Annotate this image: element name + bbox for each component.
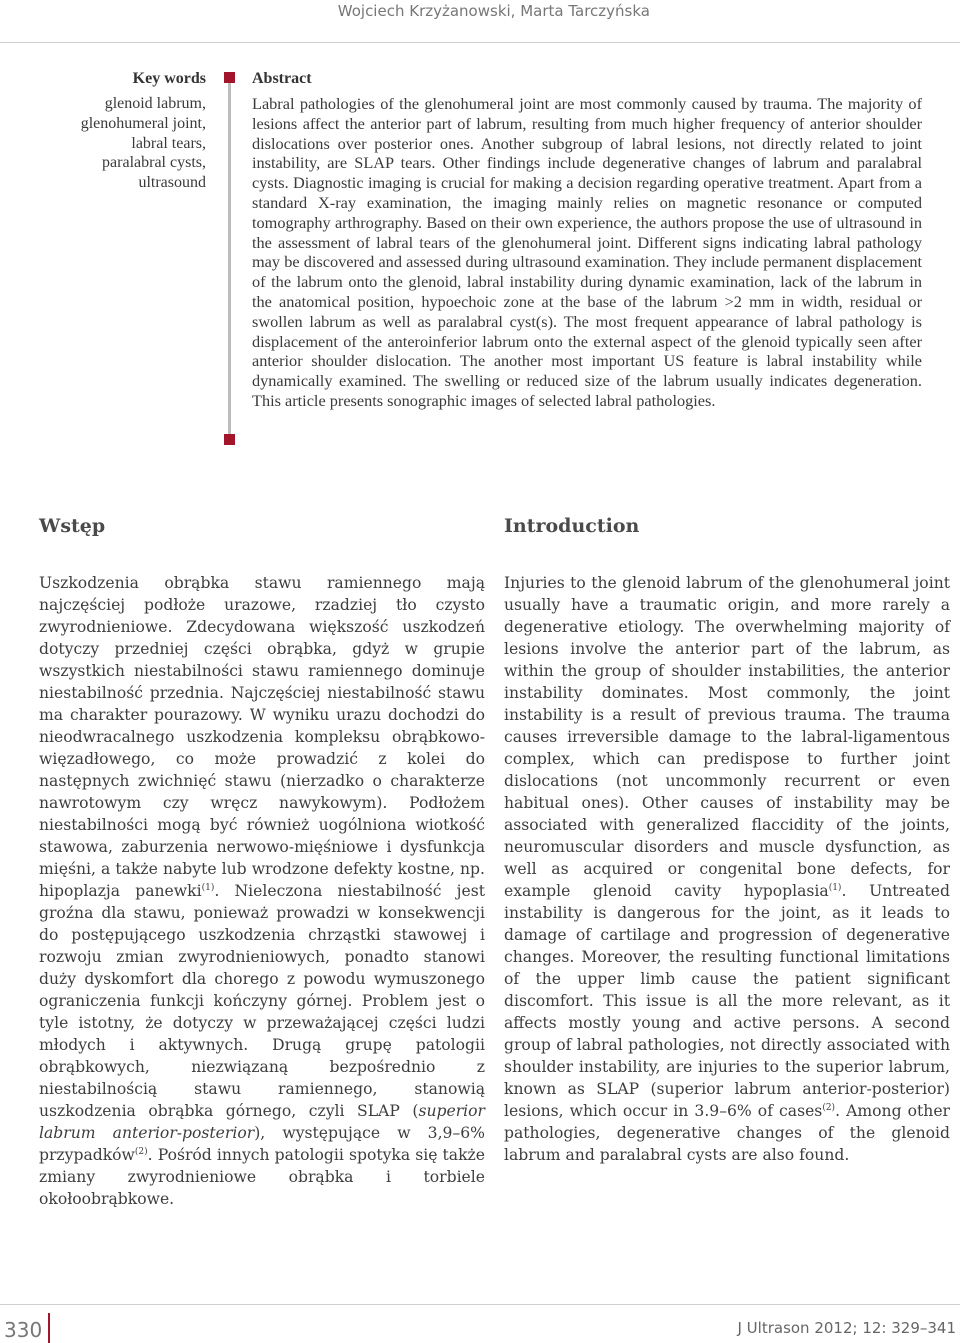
introduction-paragraph: Injuries to the glenoid labrum of the glenohumeral joint usually have a traumatic origin, and more rarely a degenerative etiology. The overwhelming majority of lesions involve the anterior part of the labrum, as within the group of shoulder instabilities, the anterior instability dominates. Most commonly, the joint instability is a result of previous trauma. The trauma causes irreversible damage to the labral-ligamentous complex, which can predispose to further joint dislocations (not uncommonly recurrent or even habitual ones). Other causes of instability may be associated with generalized flaccidity of the joints, neuromuscular disorders and muscle dysfunction, as well as acquired or congenital bone defects, for example glenoid cavity hypoplasia$^{(1)}$. Untreated instability is dangerous for the joint, as it leads to damage of cartilage and progression of degenerative changes. Moreover, the resulting functional limitations of the upper limb cause the patient significant discomfort. This issue is all the more relevant, as it affects mostly young and active persons. A second group of labral pathologies, not directly associated with shoulder instability, are injuries to the superior labrum, known as SLAP (superior labrum anterior-posterior) lesions, which occur in 3.9–6% of cases$^{(2)}$. Among other pathologies, degenerative changes of the glenoid labrum and paralabral cysts are also found. xyxy=(504,574,951,1164)
abstract-heading: Abstract xyxy=(252,70,312,87)
accent-square-bottom xyxy=(224,434,235,445)
footer-divider xyxy=(0,1304,960,1305)
abstract-side-rule xyxy=(228,72,231,444)
polish-column xyxy=(39,514,485,1210)
running-header-authors: Wojciech Krzyżanowski, Marta Tarczyńska xyxy=(337,2,650,20)
journal-reference: J Ultrason 2012; 12: 329–341 xyxy=(737,1319,956,1337)
citation-ref: (2) xyxy=(134,1146,148,1157)
section-heading-wstep: Wstęp xyxy=(39,515,106,537)
citation-ref: (2) xyxy=(822,1102,836,1113)
keyword-item: glenohumeral joint, xyxy=(80,114,206,132)
citation-ref: (1) xyxy=(828,882,842,893)
page-number: 330 xyxy=(4,1318,43,1342)
keyword-item: ultrasound xyxy=(138,174,206,192)
header-divider xyxy=(0,42,960,43)
keyword-item: labral tears, xyxy=(131,134,206,152)
page-number-accent-bar xyxy=(48,1313,50,1343)
keyword-item: glenoid labrum, xyxy=(104,95,206,112)
section-heading-introduction: Introduction xyxy=(504,515,640,537)
keyword-item: paralabral cysts, xyxy=(102,154,206,172)
citation-ref: (1) xyxy=(201,882,215,893)
abstract-text: Labral pathologies of the glenohumeral joint are most commonly caused by trauma. The majority of lesions affect the anterior part of labrum, resulting from much higher frequency of anterior shoulder dislocations over posterior ones. Another subgroup of labral lesions, not directly related to joint instability, are SLAP tears. Other findings include degenerative changes of labrum and paralabral cysts. Diagnostic imaging is crucial for making a decision regarding operative treatment. Apart from a standard X-ray examination, the imaging mainly relies on magnetic resonance or computed tomography arthrography. Based on their own experience, the authors propose the use of ultrasound in the assessment of labral tears of the glenohumeral joint. Different signs indicating labral pathology may be discovered and assessed during ultrasound examination. They include permanent displacement of the labrum onto the glenoid, labral instability during dynamic examination, lack of the labrum in the anatomical position, hypoechoic zone at the base of the labrum >2 mm in width, residual or swollen labrum as well as paralabral cyst(s). The most frequent appearance of labral pathology is displacement of the anteroinferior labrum onto the external aspect of the glenoid typically seen after anterior shoulder dislocation. The another most important US feature is labral instability while dynamically examined. The swelling or reduced size of the labrum usually indicates degeneration. This article presents sonographic images of selected labral pathologies. xyxy=(252,94,922,410)
keywords-list xyxy=(30,94,206,193)
wstep-paragraph: Uszkodzenia obrąbka stawu ramiennego mają najczęściej podłoże urazowe, rzadziej tło czysto zwyrodnieniowe. Zdecydowana większość uszkodzeń dotyczy przedniej części obrąbka, gdyż w grupie wszystkich niestabilności stawu ramiennego dominuje niestabilność przednia. Najczęściej niestabilność stawu ma charakter pourazowy. W wyniku urazu dochodzi do nieodwracalnego uszkodzenia kompleksu obrąbkowo-więzadłowego, co może prowadzić z kolei do następnych zwichnięć stawu (nierzadko o charakterze nawrotowym czy wręcz nawykowym). Podłożem niestabilności mogą być również uogólniona wiotkość stawowa, zaburzenia nerwowo-mięśniowe i dysfunkcja mięśni, a także nabyte lub wrodzone defekty kostne, np. hipoplazja panewki$^{(1)}$. Nieleczona niestabilność jest groźna dla stawu, ponieważ prowadzi w konsekwencji do postępującego uszkodzenia chrząstki stawowej i rozwoju zmian zwyrodnieniowych, ponadto stanowi duży dyskomfort dla chorego z powodu wymuszonego ograniczenia funkcji kończyny górnej. Problem jest o tyle istotny, że dotyczy w przeważającej części ludzi młodych i aktywnych. Drugą grupę patologii obrąbkowych, niezwiązaną bezpośrednio z niestabilnością stawu ramiennego, stanowią uszkodzenia obrąbka górnego, czyli SLAP (superior labrum anterior-posterior), występujące w 3,9–6% przypadków$^{(2)}$. Pośród innych patologii spotyka się także zmiany zwyrodnieniowe obrąbka i torbiele okołoobrąbkowe. xyxy=(39,574,486,1208)
keywords-heading: Key words xyxy=(132,70,206,87)
accent-square-top xyxy=(224,72,235,83)
english-column xyxy=(504,514,950,1166)
